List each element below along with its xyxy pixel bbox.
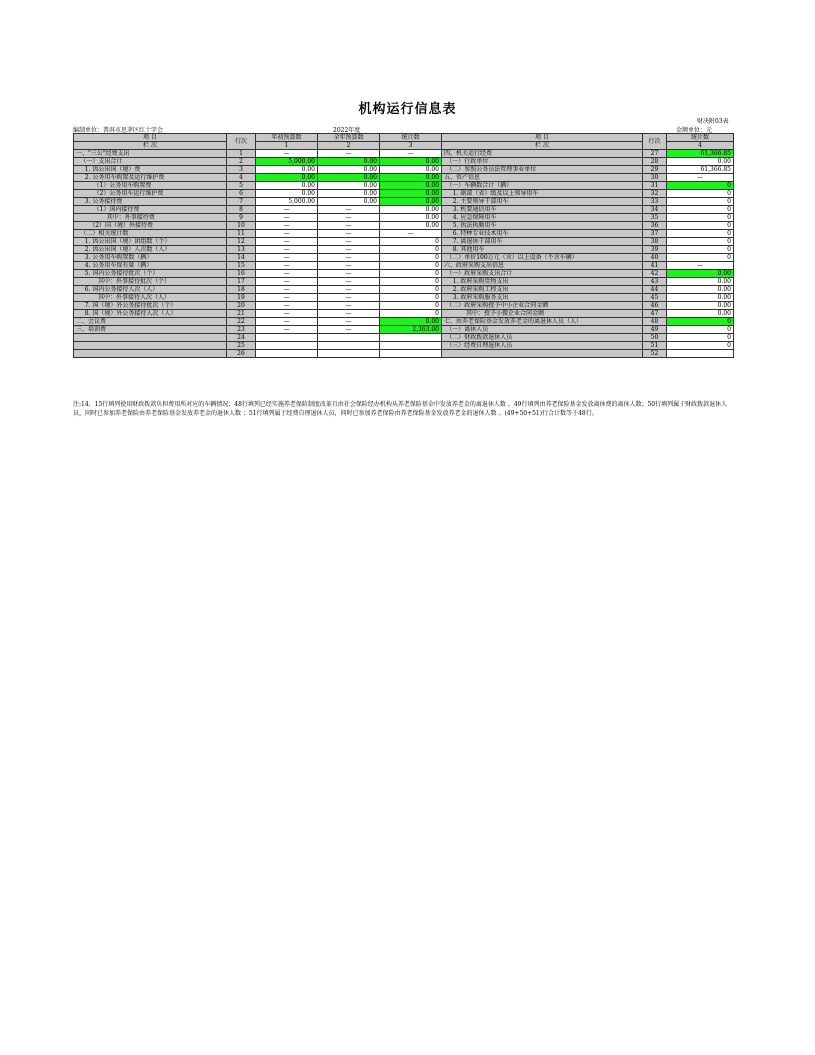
budget-initial: —	[256, 230, 318, 238]
row-number-right: 47	[643, 310, 667, 318]
row-label: （二）相关统计数	[74, 230, 227, 238]
budget-annual: —	[318, 302, 380, 310]
row-number-right: 40	[643, 254, 667, 262]
stat-value-right: 0.00	[667, 310, 734, 318]
stat-value-right: 0.00	[667, 302, 734, 310]
table-row	[74, 158, 734, 166]
row-label-right: 3. 机要通信用车	[442, 206, 643, 214]
stat-value: 0	[380, 238, 442, 246]
budget-initial: 0.00	[256, 174, 318, 182]
row-number: 5	[227, 182, 256, 190]
currency-unit: 金额单位：元	[676, 127, 713, 134]
row-label: 2. 公务用车购置及运行维护费	[74, 174, 227, 182]
row-number: 16	[227, 270, 256, 278]
row-label-right: 8. 其他用车	[442, 246, 643, 254]
budget-annual: 0.00	[318, 158, 380, 166]
table-row	[74, 262, 734, 270]
form-number: 财决附03表	[697, 118, 729, 125]
stat-value-right: 0	[667, 214, 734, 222]
row-label: 2. 因公出国（境）人次数（人）	[74, 246, 227, 254]
budget-initial: —	[256, 326, 318, 334]
row-label: （2）国（境）外接待费	[74, 222, 227, 230]
budget-annual: —	[318, 254, 380, 262]
report-title: 机构运行信息表	[358, 102, 457, 117]
budget-initial: —	[256, 302, 318, 310]
row-number: 19	[227, 294, 256, 302]
budget-annual: 0.00	[318, 166, 380, 174]
row-label-right: 3. 政府采购服务支出	[442, 294, 643, 302]
stat-value: 0	[380, 294, 442, 302]
row-label: 一、"三公"经费支出	[74, 150, 227, 158]
stat-value-right: 0	[667, 326, 734, 334]
row-label: 6. 国内公务接待人次（人）	[74, 286, 227, 294]
col-number-1: 1	[256, 142, 318, 150]
row-label: 其中：外事接待人次（人）	[74, 294, 227, 302]
row-number: 22	[227, 318, 256, 326]
row-label-right: 1. 政府采购货物支出	[442, 278, 643, 286]
row-label: 二、会议费	[74, 318, 227, 326]
info-table	[73, 133, 734, 358]
row-label-right: （二）财政拨款退休人员	[442, 334, 643, 342]
row-label-right: 四、机关运行经费	[442, 150, 643, 158]
stat-value	[380, 342, 442, 350]
row-number: 11	[227, 230, 256, 238]
table-row	[74, 214, 734, 222]
budget-initial: —	[256, 278, 318, 286]
budget-annual: —	[318, 278, 380, 286]
table-row	[74, 198, 734, 206]
row-label: 其中：外事接待费	[74, 214, 227, 222]
stat-value-right	[667, 350, 734, 358]
table-row	[74, 302, 734, 310]
table-row	[74, 350, 734, 358]
budget-initial: —	[256, 222, 318, 230]
table-row	[74, 222, 734, 230]
budget-annual: —	[318, 294, 380, 302]
budget-initial: —	[256, 214, 318, 222]
table-row	[74, 294, 734, 302]
row-label-right: 5. 执法执勤用车	[442, 222, 643, 230]
col-number-3: 3	[380, 142, 442, 150]
row-number: 10	[227, 222, 256, 230]
stat-value-right: 61,366.85	[667, 150, 734, 158]
budget-annual: —	[318, 326, 380, 334]
row-number-right: 31	[643, 182, 667, 190]
table-row	[74, 166, 734, 174]
budget-annual: —	[318, 262, 380, 270]
stat-value-right: 0	[667, 254, 734, 262]
stat-value: —	[380, 150, 442, 158]
header-item2: 项 目	[442, 134, 643, 142]
footnote: 注:14、15行填列使用财政拨款负担费用所对应的车辆情况；48行填列已经实施养老保险制度改革且由社会保险经办机构从养老保险基金中发放养老金的离退休人数 ，49行填列由养老保险基金发放离休费的离休人数；50行填列属于财政拨款退休人员，同时已参加养老保险由养老保险基金发放养老金的退休人数 ；51行填列属于经费自理退休人员，同时已参加养老保险由养老保险基金发放养老金的退休人数 。(49+50+51)行合计数等于48行。	[73, 401, 728, 417]
stat-value-right: 0.00	[667, 158, 734, 166]
stat-value-right: 0.00	[667, 294, 734, 302]
stat-value: 0	[380, 270, 442, 278]
row-number-right: 30	[643, 174, 667, 182]
budget-annual: —	[318, 214, 380, 222]
budget-annual: —	[318, 150, 380, 158]
lanci-label-2: 栏 次	[442, 142, 643, 150]
table-row	[74, 334, 734, 342]
row-number-right: 37	[643, 230, 667, 238]
stat-value: 2,363.00	[380, 326, 442, 334]
row-number-right: 49	[643, 326, 667, 334]
row-label-right: （二）单价100万元（含）以上设备（不含车辆）	[442, 254, 643, 262]
row-number-right: 42	[643, 270, 667, 278]
table-row	[74, 246, 734, 254]
row-number-right: 39	[643, 246, 667, 254]
stat-value-right: 0	[667, 238, 734, 246]
budget-initial: —	[256, 310, 318, 318]
stat-value: 0.00	[380, 190, 442, 198]
stat-value: 0	[380, 246, 442, 254]
row-label: 3. 公务用车购置数（辆）	[74, 254, 227, 262]
row-label-right: 七、由养老保险基金发放养老金的离退休人员（人）	[442, 318, 643, 326]
row-label-right: （一）行政单位	[442, 158, 643, 166]
stat-value-right: 0	[667, 230, 734, 238]
header-row	[74, 134, 734, 142]
row-label: 3. 公务接待费	[74, 198, 227, 206]
row-label	[74, 334, 227, 342]
budget-annual: —	[318, 206, 380, 214]
row-number-right: 50	[643, 334, 667, 342]
row-number: 13	[227, 246, 256, 254]
header-row-no: 行次	[227, 134, 256, 150]
budget-annual	[318, 342, 380, 350]
row-label: （1）公务用车购置费	[74, 182, 227, 190]
row-number: 14	[227, 254, 256, 262]
budget-annual: —	[318, 310, 380, 318]
stat-value: 0.00	[380, 166, 442, 174]
row-label: 其中：外事接待批次（个）	[74, 278, 227, 286]
budget-annual: —	[318, 246, 380, 254]
row-label: （1）国内接待费	[74, 206, 227, 214]
budget-initial: —	[256, 286, 318, 294]
header-col4: 统计数	[667, 134, 734, 142]
row-number: 2	[227, 158, 256, 166]
row-label-right: 7. 离退休干部用车	[442, 238, 643, 246]
budget-initial: —	[256, 238, 318, 246]
row-label-right: 五、资产信息	[442, 174, 643, 182]
stat-value-right: —	[667, 262, 734, 270]
header-item: 项 目	[74, 134, 227, 142]
row-number: 25	[227, 342, 256, 350]
stat-value-right: 0.00	[667, 278, 734, 286]
row-label: （一）支出合计	[74, 158, 227, 166]
row-label-right	[442, 350, 643, 358]
row-label-right: 2. 主要领导干部用车	[442, 198, 643, 206]
row-number: 23	[227, 326, 256, 334]
row-label: 5. 国内公务接待批次（个）	[74, 270, 227, 278]
budget-annual: —	[318, 270, 380, 278]
row-number: 4	[227, 174, 256, 182]
row-number: 15	[227, 262, 256, 270]
row-number: 8	[227, 206, 256, 214]
row-label: 4. 公务用车保有量（辆）	[74, 262, 227, 270]
stat-value-right: 0	[667, 206, 734, 214]
table-row	[74, 238, 734, 246]
budget-annual: 0.00	[318, 182, 380, 190]
table-row	[74, 310, 734, 318]
table-row	[74, 342, 734, 350]
row-label-right: （三）经费自理退休人员	[442, 342, 643, 350]
col-number-4: 4	[667, 142, 734, 150]
unit-label: 编制单位：普洱市思茅区红十字会	[73, 127, 164, 134]
row-number: 9	[227, 214, 256, 222]
row-number-right: 34	[643, 206, 667, 214]
table-row	[74, 182, 734, 190]
budget-initial: —	[256, 262, 318, 270]
budget-annual: 0.00	[318, 174, 380, 182]
budget-annual	[318, 334, 380, 342]
budget-initial: 5,000.00	[256, 198, 318, 206]
row-number-right: 46	[643, 302, 667, 310]
row-number: 1	[227, 150, 256, 158]
table-row	[74, 254, 734, 262]
stat-value: —	[380, 230, 442, 238]
row-number: 24	[227, 334, 256, 342]
stat-value	[380, 334, 442, 342]
table-row	[74, 174, 734, 182]
budget-annual: —	[318, 318, 380, 326]
table-row	[74, 318, 734, 326]
row-number: 3	[227, 166, 256, 174]
row-number-right: 38	[643, 238, 667, 246]
budget-initial	[256, 334, 318, 342]
budget-initial: —	[256, 206, 318, 214]
row-label-right: 其中：授予小微企业合同金额	[442, 310, 643, 318]
row-number-right: 43	[643, 278, 667, 286]
budget-initial: —	[256, 270, 318, 278]
row-label: 三、培训费	[74, 326, 227, 334]
table-row	[74, 278, 734, 286]
budget-annual: 0.00	[318, 190, 380, 198]
budget-initial: —	[256, 246, 318, 254]
stat-value: 0.00	[380, 222, 442, 230]
stat-value-right: 0	[667, 190, 734, 198]
budget-initial: —	[256, 150, 318, 158]
stat-value-right: 0	[667, 222, 734, 230]
row-number-right: 48	[643, 318, 667, 326]
stat-value-right: 0	[667, 334, 734, 342]
budget-initial	[256, 342, 318, 350]
stat-value: 0.00	[380, 206, 442, 214]
header-row-no2: 行次	[643, 134, 667, 150]
stat-value: 0	[380, 254, 442, 262]
row-number-right: 52	[643, 350, 667, 358]
stat-value: 0	[380, 302, 442, 310]
row-number: 7	[227, 198, 256, 206]
budget-initial: 0.00	[256, 166, 318, 174]
stat-value	[380, 350, 442, 358]
stat-value: 0.00	[380, 174, 442, 182]
stat-value: 0	[380, 262, 442, 270]
budget-initial: 0.00	[256, 182, 318, 190]
row-label: 1. 因公出国（境）团组数（个）	[74, 238, 227, 246]
budget-initial: 0.00	[256, 190, 318, 198]
stat-value-right: 0	[667, 342, 734, 350]
row-number: 12	[227, 238, 256, 246]
row-number: 26	[227, 350, 256, 358]
row-label-right: （二）政府采购授予中小企业合同金额	[442, 302, 643, 310]
row-number-right: 32	[643, 190, 667, 198]
row-label	[74, 342, 227, 350]
row-label	[74, 350, 227, 358]
row-label-right: （一）车辆数合计（辆）	[442, 182, 643, 190]
stat-value-right: 0.00	[667, 286, 734, 294]
stat-value-right: 0	[667, 318, 734, 326]
row-label: 1. 因公出国（境）费	[74, 166, 227, 174]
row-label: 8. 国（境）外公务接待人次（人）	[74, 310, 227, 318]
stat-value-right: 0	[667, 182, 734, 190]
header-col1: 年初预算数	[256, 134, 318, 142]
row-label-right: （二）参照公务员法管理事业单位	[442, 166, 643, 174]
stat-value-right: 0	[667, 246, 734, 254]
table-row	[74, 326, 734, 334]
row-number: 21	[227, 310, 256, 318]
stat-value: 0.00	[380, 158, 442, 166]
budget-annual: —	[318, 286, 380, 294]
row-label: 7. 国（境）外公务接待批次（个）	[74, 302, 227, 310]
budget-initial: —	[256, 318, 318, 326]
table-row	[74, 150, 734, 158]
stat-value: 0.00	[380, 182, 442, 190]
row-label: （2）公务用车运行维护费	[74, 190, 227, 198]
budget-annual	[318, 350, 380, 358]
table-row	[74, 230, 734, 238]
stat-value: 0	[380, 278, 442, 286]
row-label-right: （一）政府采购支出合计	[442, 270, 643, 278]
row-number-right: 35	[643, 214, 667, 222]
stat-value: 0.00	[380, 198, 442, 206]
report-year: 2022年度	[333, 127, 361, 134]
row-number: 6	[227, 190, 256, 198]
col-number-2: 2	[318, 142, 380, 150]
stat-value: 0	[380, 310, 442, 318]
column-number-row	[74, 142, 734, 150]
budget-annual: 0.00	[318, 198, 380, 206]
row-label-right: 1. 副部（省）级及以上领导用车	[442, 190, 643, 198]
row-number-right: 27	[643, 150, 667, 158]
row-number-right: 51	[643, 342, 667, 350]
budget-initial: 5,000.00	[256, 158, 318, 166]
stat-value-right: 61,366.85	[667, 166, 734, 174]
row-label-right: 2. 政府采购工程支出	[442, 286, 643, 294]
row-label-right: 4. 应急保障用车	[442, 214, 643, 222]
row-label-right: （一）离休人员	[442, 326, 643, 334]
budget-annual: —	[318, 230, 380, 238]
row-number-right: 36	[643, 222, 667, 230]
budget-initial: —	[256, 294, 318, 302]
stat-value-right: —	[667, 174, 734, 182]
table-row	[74, 270, 734, 278]
stat-value: 0	[380, 286, 442, 294]
header-col2: 全年预算数	[318, 134, 380, 142]
row-label-right: 6. 特种专业技术用车	[442, 230, 643, 238]
stat-value: 0.00	[380, 214, 442, 222]
budget-annual: —	[318, 238, 380, 246]
row-number-right: 29	[643, 166, 667, 174]
row-number-right: 45	[643, 294, 667, 302]
budget-initial	[256, 350, 318, 358]
row-number: 18	[227, 286, 256, 294]
table-row	[74, 190, 734, 198]
stat-value-right: 0	[667, 198, 734, 206]
row-number: 20	[227, 302, 256, 310]
row-label-right: 六、政府采购支出信息	[442, 262, 643, 270]
budget-initial: —	[256, 254, 318, 262]
header-col3: 统计数	[380, 134, 442, 142]
lanci-label: 栏 次	[74, 142, 227, 150]
stat-value-right: 0.00	[667, 270, 734, 278]
row-number-right: 44	[643, 286, 667, 294]
row-number-right: 33	[643, 198, 667, 206]
row-number-right: 28	[643, 158, 667, 166]
table-row	[74, 206, 734, 214]
budget-annual: —	[318, 222, 380, 230]
row-number: 17	[227, 278, 256, 286]
table-row	[74, 286, 734, 294]
stat-value: 0.00	[380, 318, 442, 326]
row-number-right: 41	[643, 262, 667, 270]
